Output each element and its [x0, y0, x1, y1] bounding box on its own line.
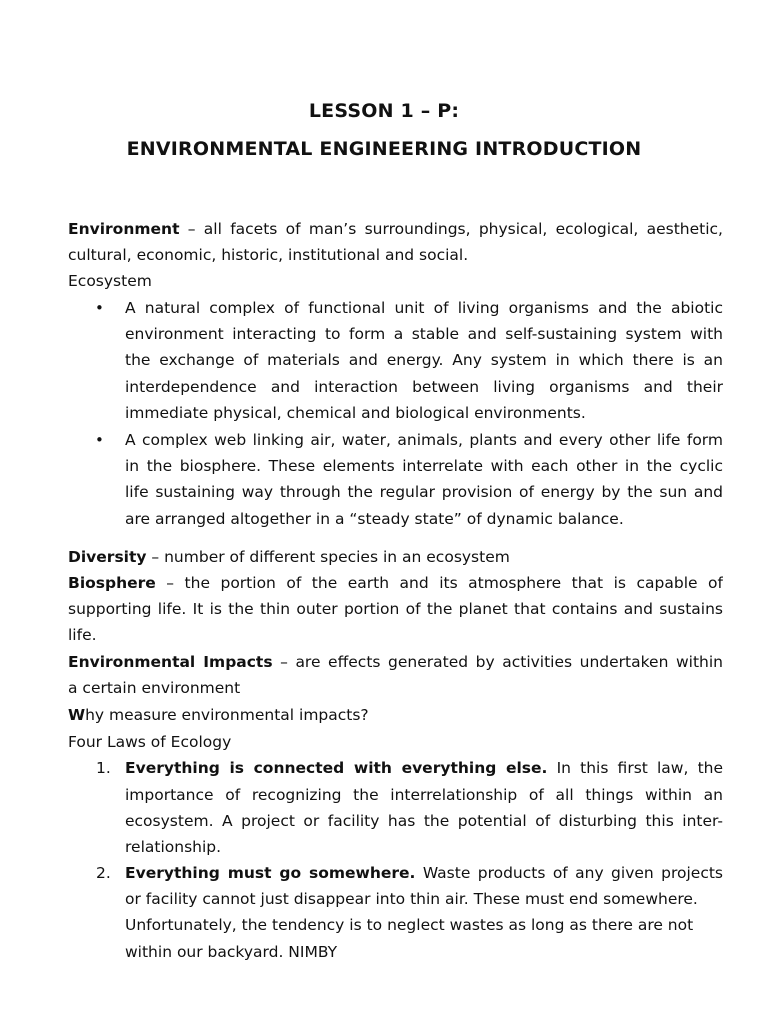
law-1-line-4: relationship.	[125, 838, 222, 856]
bullet-2: •	[95, 431, 104, 449]
biosphere-definition-line-2: supporting life. It is the thin outer portion of the planet that contains and sustains	[68, 600, 723, 618]
ecosystem-item-2-line-2: in the biosphere. These elements interrelate with each other in the cyclic	[125, 457, 723, 475]
ecosystem-item-1-line-4: interdependence and interaction between living organisms and their	[125, 378, 723, 396]
biosphere-definition-line-1: Biosphere – the portion of the earth and its atmosphere that is capable of	[68, 574, 723, 592]
law-1-line-3: ecosystem. A project or facility has the potential of disturbing this inter-	[125, 812, 723, 830]
biosphere-definition-line-3: life.	[68, 626, 97, 644]
ecosystem-item-2-line-3: life sustaining way through the regular provision of energy by the sun and	[125, 483, 723, 501]
law-2-number: 2.	[96, 864, 111, 882]
law-2-line-1: Everything must go somewhere. Waste products of any given projects	[125, 864, 723, 882]
environment-term: Environment	[68, 220, 180, 238]
environment-definition-line-2: cultural, economic, historic, institutional and social.	[68, 246, 469, 264]
impacts-term: Environmental Impacts	[68, 653, 273, 671]
environment-definition-line-1: Environment – all facets of man’s surroundings, physical, ecological, aesthetic,	[68, 220, 723, 238]
ecosystem-item-2-line-4: are arranged altogether in a “steady state” of dynamic balance.	[125, 510, 624, 528]
ecosystem-heading: Ecosystem	[68, 272, 152, 290]
biosphere-term: Biosphere	[68, 574, 156, 592]
ecosystem-item-1-line-2: environment interacting to form a stable and self-sustaining system with	[125, 325, 723, 343]
ecosystem-item-1-line-3: the exchange of materials and energy. Any system in which there is an	[125, 351, 723, 369]
law-2-line-3: Unfortunately, the tendency is to neglect wastes as long as there are not	[125, 916, 694, 934]
ecosystem-item-1-line-1: A natural complex of functional unit of living organisms and the abiotic	[125, 299, 723, 317]
impacts-definition-line-2: a certain environment	[68, 679, 241, 697]
law-1-title: Everything is connected with everything else.	[125, 759, 548, 777]
law-2-line-4: within our backyard. NIMBY	[125, 943, 338, 961]
laws-heading: Four Laws of Ecology	[68, 733, 232, 751]
ecosystem-item-1-line-5: immediate physical, chemical and biological environments.	[125, 404, 586, 422]
law-1-line-2: importance of recognizing the interrelationship of all things within an	[125, 786, 723, 804]
law-1-number: 1.	[96, 759, 111, 777]
bullet-1: •	[95, 299, 104, 317]
lesson-title: LESSON 1 – P:	[308, 100, 460, 122]
diversity-term: Diversity	[68, 548, 147, 566]
ecosystem-item-2-line-1: A complex web linking air, water, animals, plants and every other life form	[125, 431, 723, 449]
impacts-definition-line-1: Environmental Impacts – are effects generated by activities undertaken within	[68, 653, 723, 671]
law-2-title: Everything must go somewhere.	[125, 864, 416, 882]
law-1-line-1: Everything is connected with everything else. In this first law, the	[125, 759, 723, 777]
question-heading: Why measure environmental impacts?	[68, 706, 369, 724]
lesson-subtitle: ENVIRONMENTAL ENGINEERING INTRODUCTION	[126, 138, 642, 160]
diversity-definition: Diversity – number of different species in an ecosystem	[68, 548, 510, 566]
law-2-line-2: or facility cannot just disappear into thin air. These must end somewhere.	[125, 890, 698, 908]
